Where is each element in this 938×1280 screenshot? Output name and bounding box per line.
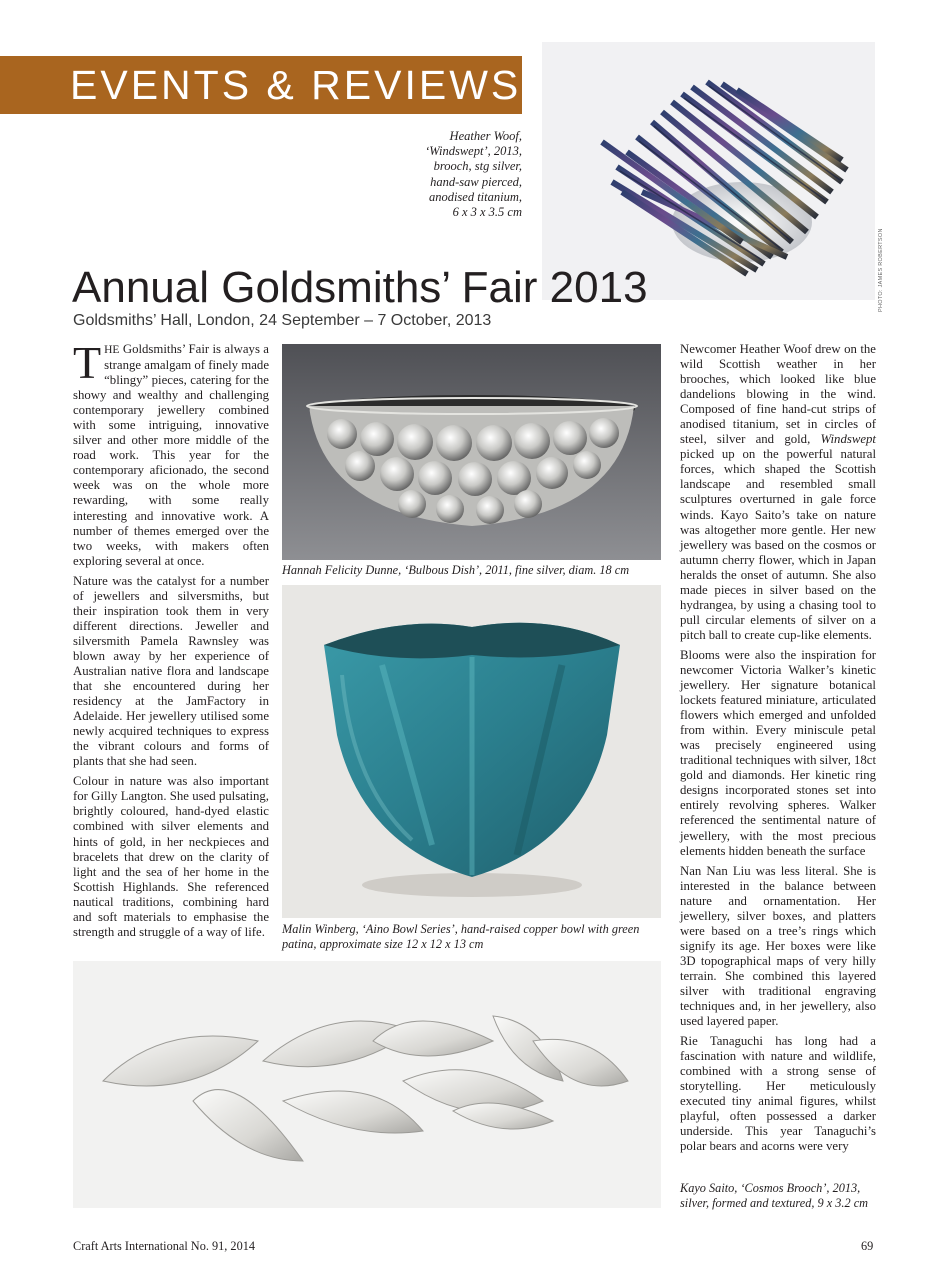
caption-line: silver, formed and textured, 9 x 3.2 cm bbox=[680, 1196, 869, 1211]
right-text-column bbox=[680, 342, 876, 1159]
small-caps-lead: HE bbox=[104, 344, 120, 356]
paragraph-text: picked up on the powerful natural forces, which shaped the Scottish landscape and resembled small sculptures overturned in gale force winds. Kayo Saito’s take on nature was altogether more gentle. Her new jewellery was based on the cosmos or autumn cherry flower, which in Japan heralds the onset of autumn. She also made pieces in silver based on the hydrangea, by using a chasing tool to pull circular elements of silver on a pitch ball to create cup-like elements. bbox=[680, 447, 876, 642]
paragraph: Colour in nature was also important for Gilly Langton. She used pulsating, brightly coloured, hand-dyed elastic combined with silver elements and hints of gold, in her neckpieces and bracelets that drew on the clarity of light and the sea of her home in the Scottish Highlands. She referenced nautical traditions, combining hard and soft materials to emphasise the strength and struggle of a way of life. bbox=[73, 774, 269, 939]
paragraph: Nature was the catalyst for a number of jewellers and silversmiths, but their inspiration took them in very different directions. Jeweller and silversmith Pamela Rawnsley was blown away by her experience of Australian native flora and landscape that she encountered during her residency at the JamFactory in Adelaide. Her jewellery utilised some newly acquired techniques to express the vibrant colours and forms of plants that she had seen. bbox=[73, 573, 269, 769]
article-subtitle: Goldsmiths’ Hall, London, 24 September – 7 October, 2013 bbox=[73, 312, 492, 329]
left-text-column bbox=[73, 337, 269, 945]
cosmos-brooch-photo bbox=[73, 961, 661, 1208]
aino-bowl-caption: Malin Winberg, ‘Aino Bowl Series’, hand-raised copper bowl with green patina, approximate size 12 x 12 x 13 cm bbox=[282, 922, 640, 951]
paragraph bbox=[680, 342, 876, 643]
paragraph-text: Goldsmiths’ Fair is always a strange amalgam of finely made “blingy” pieces, catering for the showy and wealthy and challenging contemporary jewellery combined with some intriguing, innovative silver and other more middle of the road work. This year for the contemporary aficionado, the second week was on the whole more rewarding, with some really interesting and innovative work. A number of themes emerged over the two weeks, with makers often exploring several at once. bbox=[73, 342, 269, 568]
aino-bowl-illustration bbox=[282, 585, 661, 918]
paragraph: Rie Tanaguchi has long had a fascination with nature and wildlife, combined with a strong sense of storytelling. Her meticulously executed tiny animal figures, whilst playful, often possessed a darker underside. This year Tanaguchi’s polar bears and acorns were very bbox=[680, 1034, 876, 1154]
paragraph bbox=[73, 337, 269, 569]
caption-line: Heather Woof, bbox=[449, 129, 522, 143]
caption-line: 6 x 3 x 3.5 cm bbox=[452, 205, 522, 220]
paragraph: Nan Nan Liu was less literal. She is interested in the balance between nature and ornamentation. Her jewellery, silver boxes, and platters were based on a tree’s rings which signify its age. Her boxes were like 3D topographical maps of very hilly terrain. She combined this layered silver with traditional engraving techniques and, in her jewellery, also used layered paper. bbox=[680, 863, 876, 1029]
section-title: EVENTS & REVIEWS bbox=[70, 62, 522, 108]
bulbous-dish-photo bbox=[282, 344, 661, 560]
caption-line: hand-saw pierced, bbox=[430, 174, 522, 189]
paragraph-text: Newcomer Heather Woof drew on the wild Scottish weather in her brooches, which looked like blue dandelions blowing in the wind. Composed of fine hand-cut strips of anodised titanium, set in circles of steel, silver and gold, bbox=[680, 342, 876, 447]
caption-line: Kayo Saito, ‘Cosmos Brooch’, 2013, bbox=[680, 1181, 861, 1195]
bulbous-dish-illustration bbox=[282, 344, 661, 560]
page-number: 69 bbox=[861, 1239, 874, 1253]
drop-cap: T bbox=[73, 337, 102, 388]
cosmos-brooch-caption bbox=[680, 1181, 880, 1212]
paragraph: Blooms were also the inspiration for newcomer Victoria Walker’s kinetic jewellery. Her signature botanical lockets featured miniature, articulated flowers which emerged and unfolded from within. Every miniscule petal was precisely engineered using traditional techniques with silver, 18ct gold and diamonds. Her kinetic ring designs incorporated stones set into entirely revolving spheres. Walker referenced the sentimental nature of jewellery, with the most precious elements hidden beneath the surface bbox=[680, 647, 877, 858]
section-header-band bbox=[0, 56, 522, 114]
windswept-caption bbox=[380, 129, 522, 220]
cosmos-brooch-illustration bbox=[73, 961, 661, 1208]
aino-bowl-photo bbox=[282, 585, 661, 918]
photo-credit: PHOTO: JAMES ROBERTSON bbox=[878, 228, 884, 312]
publication-footer: Craft Arts International No. 91, 2014 bbox=[73, 1239, 256, 1253]
artwork-title: Windswept bbox=[820, 432, 876, 447]
caption-line: anodised titanium, bbox=[428, 189, 522, 204]
bulbous-dish-caption: Hannah Felicity Dunne, ‘Bulbous Dish’, 2011, fine silver, diam. 18 cm bbox=[282, 563, 630, 577]
article-title: Annual Goldsmiths’ Fair 2013 bbox=[72, 263, 648, 312]
caption-line: brooch, stg silver, bbox=[433, 159, 522, 174]
caption-line: ‘Windswept’, 2013, bbox=[425, 144, 522, 159]
